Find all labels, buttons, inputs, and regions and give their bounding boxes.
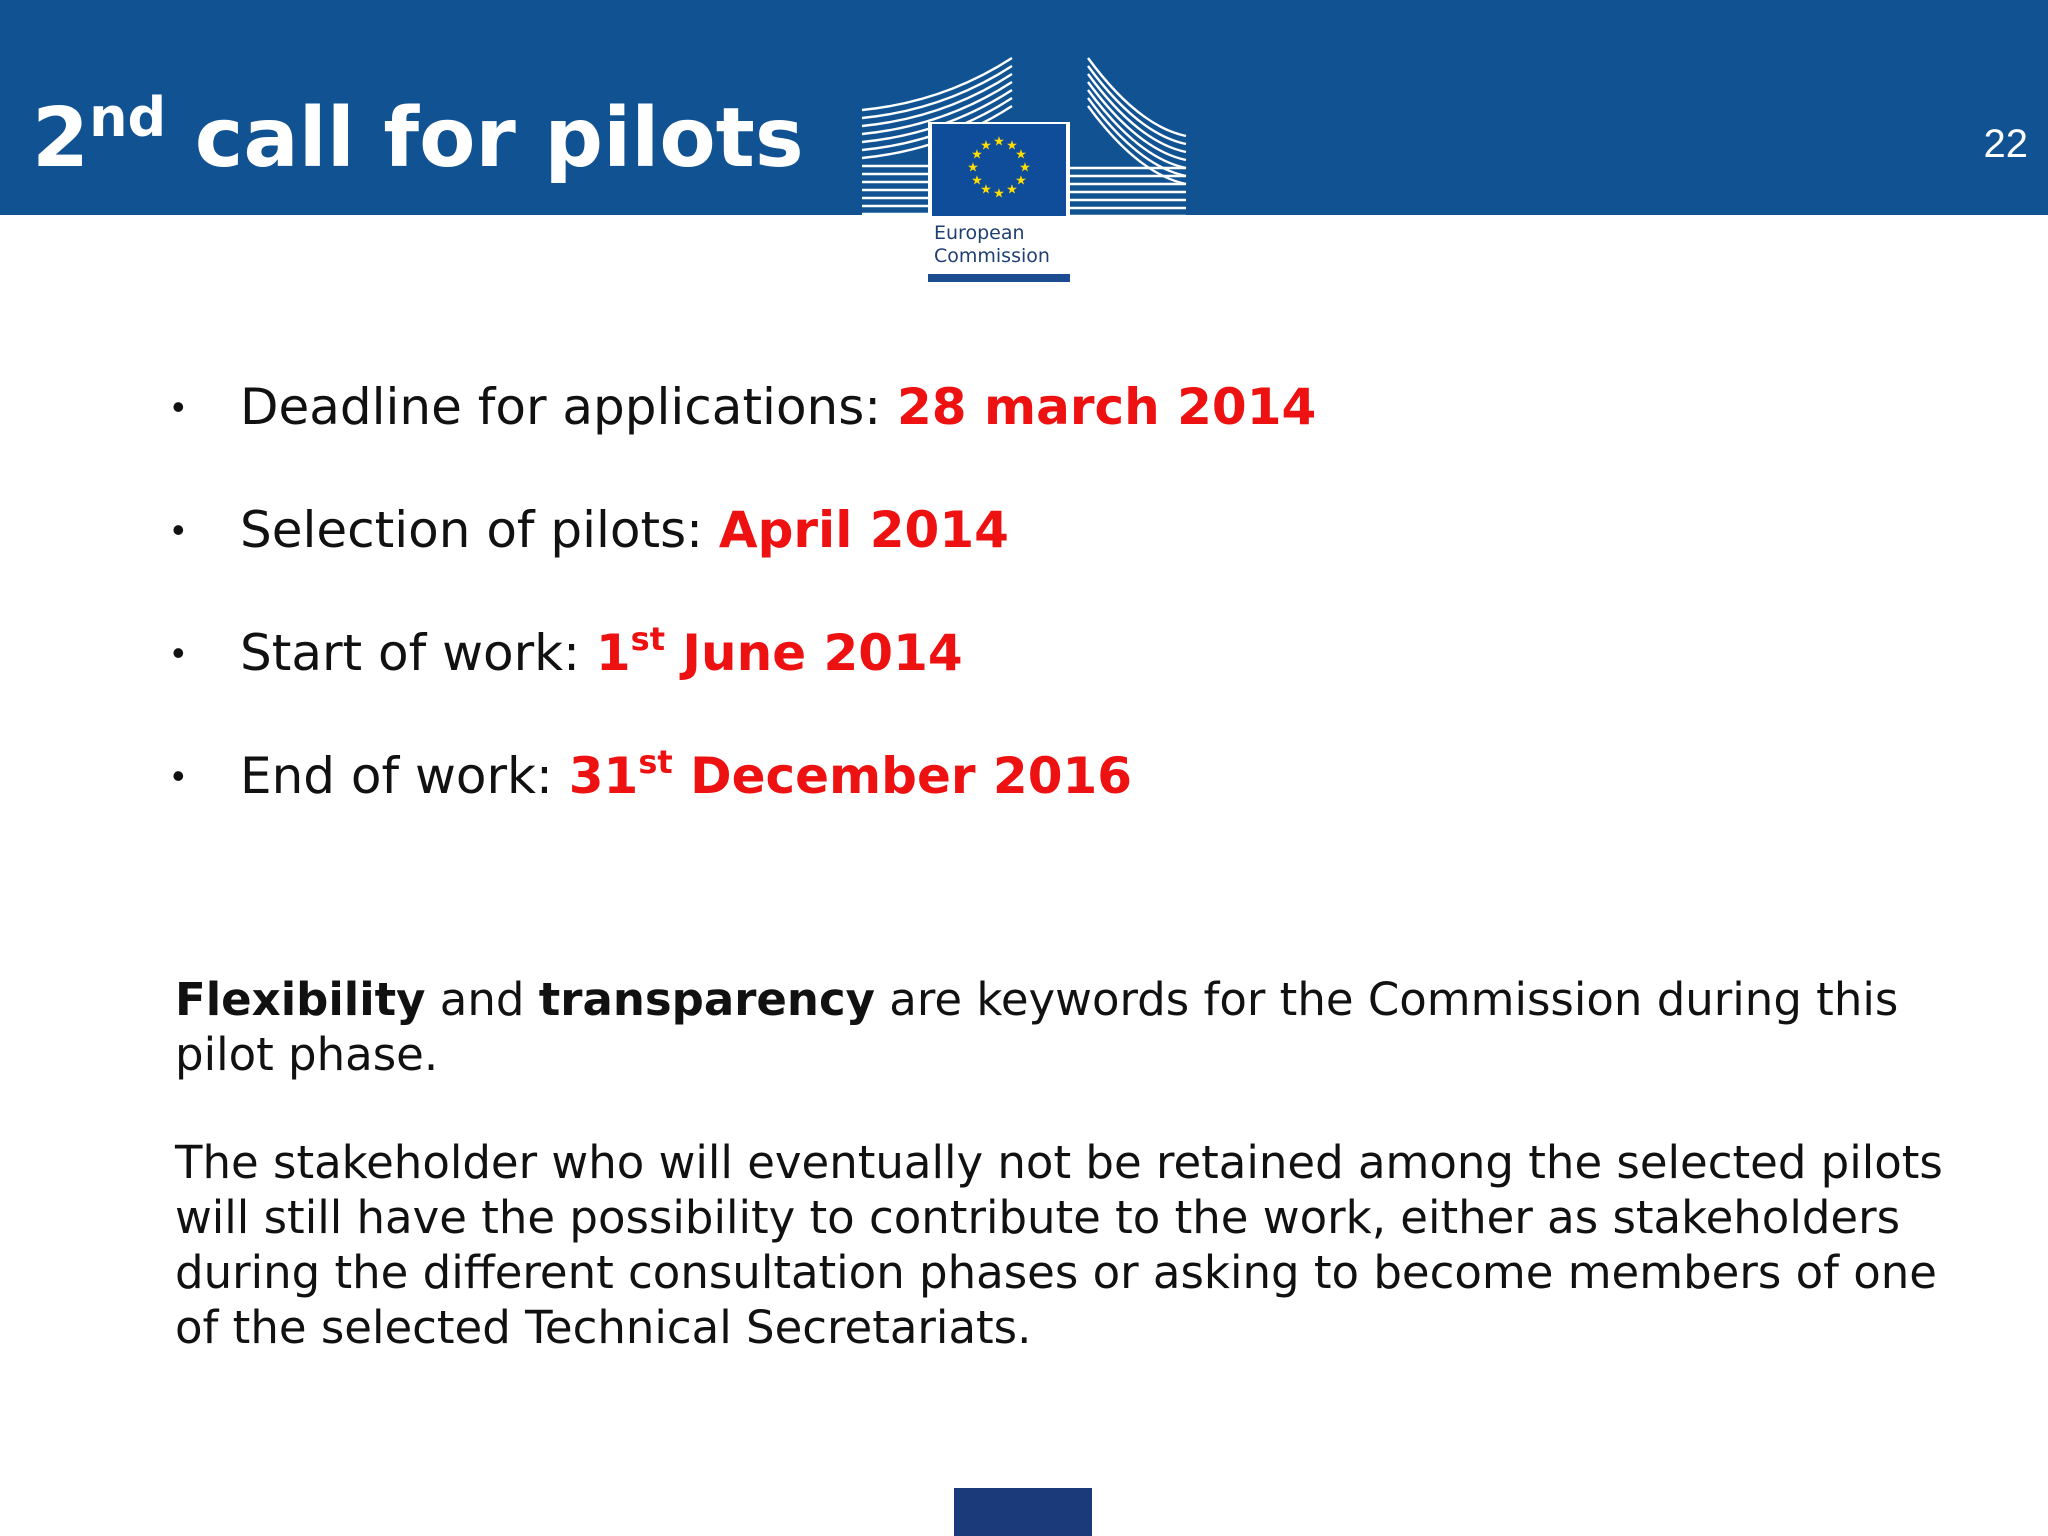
value-rest: December 2016: [672, 747, 1133, 805]
paragraph-stakeholders: The stakeholder who will eventually not be retained among the selected pilots will still have the possibility to contribute to the work, either as stakeholders during the different consultation phases or asking to become members of one of the selected Technical Secretariats.: [175, 1136, 1943, 1354]
logo-line-commission: Commission: [934, 245, 1050, 267]
logo-text: [934, 222, 1050, 268]
bullet-text: [240, 741, 1132, 817]
keyword-transparency: transparency: [538, 973, 875, 1026]
bullet-value: [595, 620, 963, 682]
footer-tab: [954, 1488, 1092, 1536]
svg-text:★: ★: [993, 134, 1005, 150]
value-main: 31: [568, 747, 639, 805]
svg-text:★: ★: [1006, 138, 1018, 154]
svg-text:★: ★: [993, 186, 1005, 202]
bullet-dot: •: [172, 632, 185, 673]
bullet-label: Deadline for applications:: [240, 378, 898, 436]
bullet-text: [240, 372, 1316, 442]
bullet-label: End of work:: [240, 747, 569, 805]
value-suffix: st: [630, 620, 665, 658]
svg-text:★: ★: [1015, 147, 1027, 163]
value-rest: June 2014: [665, 624, 963, 682]
bullet-value: [719, 501, 1009, 559]
value-main: 28 march 2014: [897, 378, 1317, 436]
keyword-flexibility: Flexibility: [175, 973, 426, 1026]
svg-text:★: ★: [1015, 173, 1027, 189]
title-ordinal-suffix: nd: [89, 86, 167, 149]
svg-text:★: ★: [1019, 160, 1031, 176]
svg-text:★: ★: [1006, 182, 1018, 198]
title-ordinal: 2: [32, 91, 90, 186]
value-suffix: st: [638, 743, 673, 781]
page-number: 22: [1983, 122, 2028, 166]
bullet-value: [568, 743, 1133, 805]
title-text: call for pilots: [166, 91, 804, 186]
paragraph-text: and: [425, 973, 539, 1026]
european-commission-logo: [856, 52, 1196, 286]
slide-title: [32, 86, 804, 186]
bullet-label: Selection of pilots:: [240, 501, 719, 559]
bullet-text: [240, 495, 1009, 565]
paragraph-text: are keywords for the Commission during this pilot phase.: [175, 973, 1899, 1081]
bullet-text: [240, 618, 963, 694]
logo-line-european: European: [934, 222, 1025, 244]
paragraph-keywords: [175, 972, 1965, 1082]
value-main: 1: [595, 624, 631, 682]
bullet-dot: •: [172, 755, 185, 796]
svg-text:★: ★: [980, 182, 992, 198]
svg-text:★: ★: [971, 147, 983, 163]
bullet-value: [897, 378, 1316, 436]
bullet-label: Start of work:: [240, 624, 596, 682]
bullet-dot: •: [172, 386, 185, 427]
svg-text:★: ★: [971, 173, 983, 189]
value-main: April 2014: [718, 501, 1009, 559]
bullet-dot: •: [172, 509, 185, 550]
svg-text:★: ★: [967, 160, 979, 176]
svg-text:★: ★: [980, 138, 992, 154]
